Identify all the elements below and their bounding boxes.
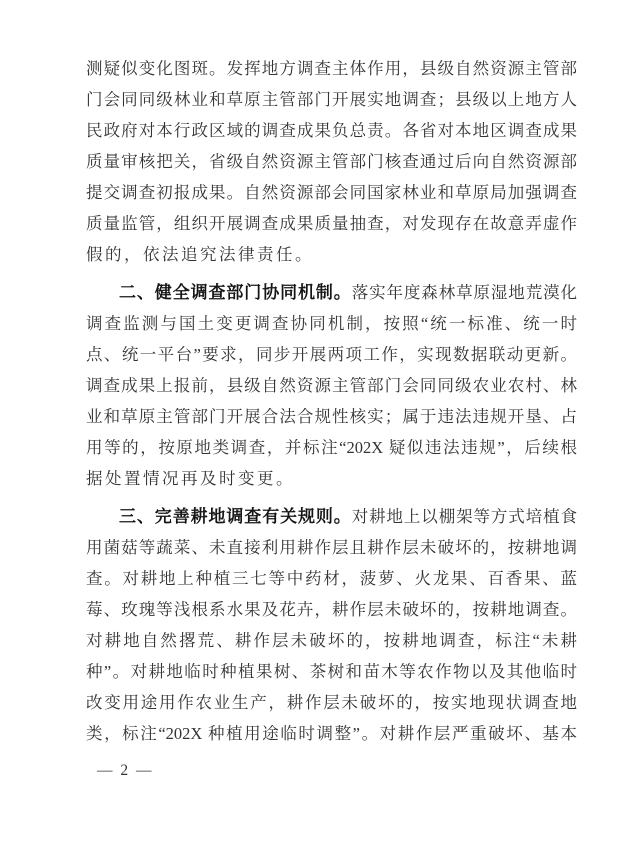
line-text: 门会同同级林业和草原主管部门开展实地调查；县级以上地方人 — [86, 90, 577, 109]
line-text: 调查成果上报前，县级自然资源主管部门会同同级农业农村、林 — [86, 376, 577, 395]
text-line — [86, 625, 577, 656]
text-line — [86, 656, 577, 687]
text-line — [86, 718, 577, 749]
line-text: 对耕地自然撂荒、耕作层未破坏的，按耕地调查，标注“未耕 — [86, 631, 577, 650]
text-line — [86, 432, 577, 463]
text-line — [86, 501, 577, 532]
line-text: 测疑似变化图斑。发挥地方调查主体作用，县级自然资源主管部 — [86, 59, 577, 78]
line-text: 查。对耕地上种植三七等中药材，菠萝、火龙果、百香果、蓝 — [86, 569, 577, 588]
text-line — [86, 53, 577, 84]
line-text: 据处置情况再及时变更。 — [86, 469, 295, 488]
line-text: 调查监测与国土变更调查协同机制，按照“统一标准、统一时 — [86, 314, 577, 333]
line-text: 改变用途用作农业生产，耕作层未破坏的，按实地现状调查地 — [86, 693, 577, 712]
text-line — [86, 463, 577, 494]
line-text: 用菌菇等蔬菜、未直接利用耕作层且耕作层未破坏的，按耕地调 — [86, 538, 577, 557]
paragraph — [86, 501, 577, 749]
text-line — [86, 563, 577, 594]
text-line — [86, 401, 577, 432]
line-text: 业和草原主管部门开展合法合规性核实；属于违法违规开垦、占 — [86, 407, 577, 426]
paragraph-heading: 二、健全调查部门协同机制。 — [119, 283, 352, 302]
text-line — [86, 339, 577, 370]
line-text: 用等的，按原地类调查，并标注“202X 疑似违法违规”，后续根 — [86, 438, 577, 457]
paragraph — [86, 277, 577, 494]
line-text: 假的，依法追究法律责任。 — [86, 245, 314, 264]
text-line — [86, 239, 577, 270]
line-text: 质量监管，组织开展调查成果质量抽查，对发现存在故意弄虚作 — [86, 214, 577, 233]
paragraph-heading: 三、完善耕地调查有关规则。 — [119, 507, 352, 526]
text-line — [86, 594, 577, 625]
text-line — [86, 177, 577, 208]
text-line — [86, 84, 577, 115]
text-line — [86, 687, 577, 718]
line-text: 提交调查初报成果。自然资源部会同国家林业和草原局加强调查 — [86, 183, 577, 202]
line-text: 质量审核把关，省级自然资源主管部门核查通过后向自然资源部 — [86, 152, 577, 171]
paragraph — [86, 53, 577, 270]
text-line — [86, 308, 577, 339]
text-line — [86, 277, 577, 308]
line-text: 对耕地上以棚架等方式培植食 — [351, 507, 578, 526]
line-text: 点、统一平台”要求，同步开展两项工作，实现数据联动更新。 — [86, 345, 577, 364]
text-line — [86, 115, 577, 146]
document-body — [86, 53, 577, 749]
line-text: 种”。对耕地临时种植果树、茶树和苗木等农作物以及其他临时 — [86, 662, 577, 681]
text-line — [86, 208, 577, 239]
text-line — [86, 370, 577, 401]
page-number — [97, 761, 154, 781]
page-number-label: — 2 — — [97, 762, 154, 779]
line-text: 类，标注“202X 种植用途临时调整”。对耕作层严重破坏、基本 — [86, 724, 577, 743]
text-line — [86, 532, 577, 563]
line-text: 莓、玫瑰等浅根系水果及花卉，耕作层未破坏的，按耕地调查。 — [86, 600, 577, 619]
line-text: 民政府对本行政区域的调查成果负总责。各省对本地区调查成果 — [86, 121, 577, 140]
line-text: 落实年度森林草原湿地荒漠化 — [351, 283, 578, 302]
text-line — [86, 146, 577, 177]
